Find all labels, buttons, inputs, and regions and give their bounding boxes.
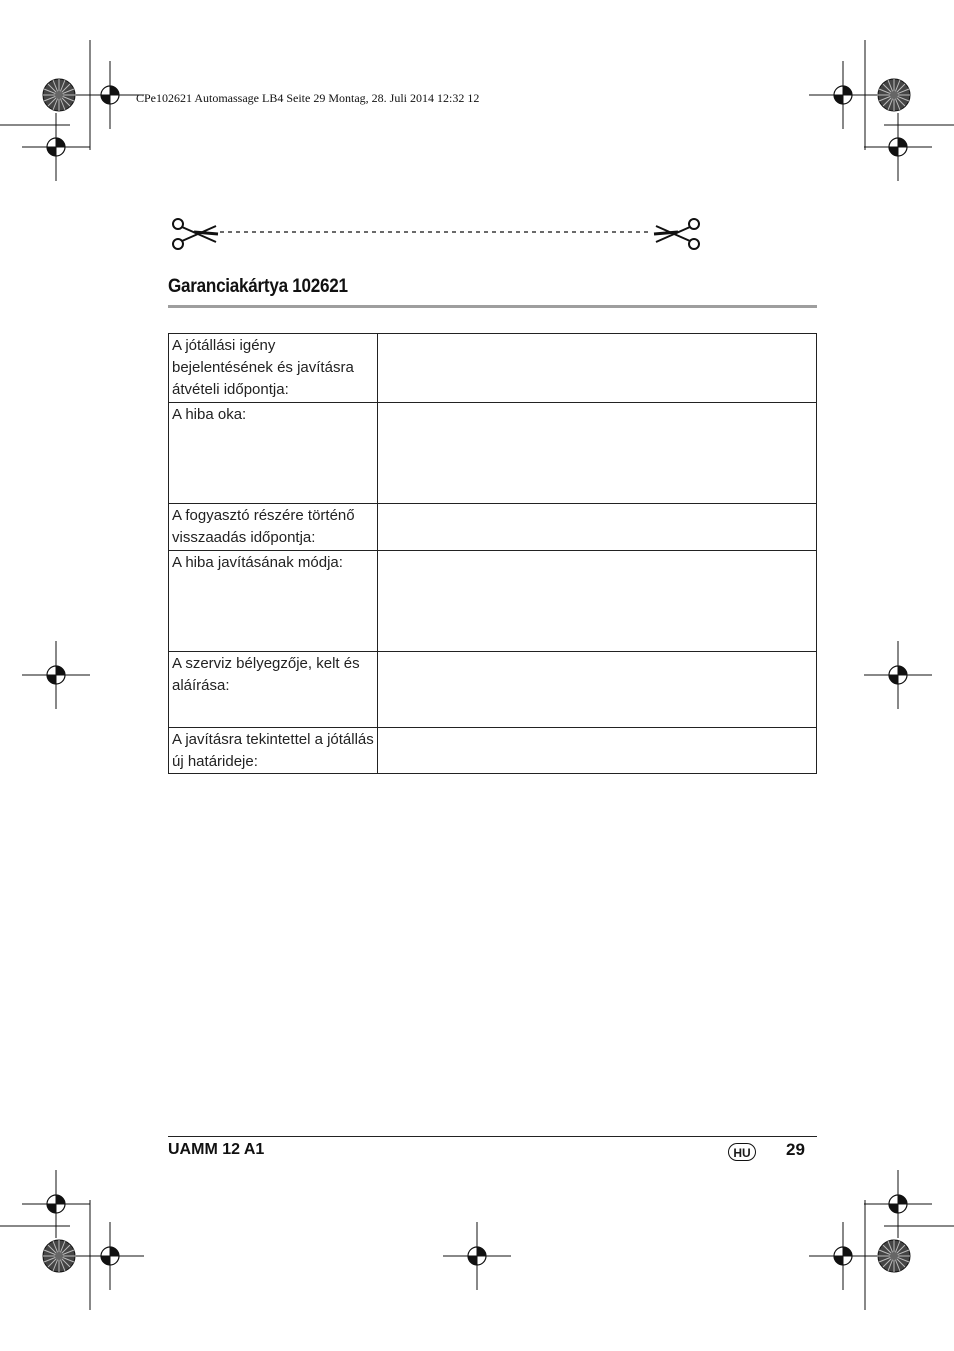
entry-field[interactable] bbox=[378, 652, 817, 728]
page-title: Garanciakártya 102621 bbox=[168, 276, 348, 297]
registration-mark-icon bbox=[22, 1170, 90, 1238]
registration-mark-icon bbox=[443, 1222, 511, 1290]
color-target-icon bbox=[43, 79, 75, 111]
entry-field[interactable] bbox=[378, 334, 817, 403]
table-row bbox=[169, 504, 817, 551]
scissors-icon bbox=[173, 219, 218, 249]
table-row bbox=[169, 403, 817, 504]
title-divider bbox=[168, 305, 817, 308]
page-number: 29 bbox=[786, 1140, 805, 1159]
table-row bbox=[169, 334, 817, 403]
registration-mark-icon bbox=[22, 641, 90, 709]
row-label: A szerviz bélyegzője, kelt és aláírása: bbox=[169, 652, 378, 728]
entry-field[interactable] bbox=[378, 504, 817, 551]
color-target-icon bbox=[878, 1240, 910, 1272]
entry-field[interactable] bbox=[378, 403, 817, 504]
color-target-icon bbox=[43, 1240, 75, 1272]
table-row bbox=[169, 652, 817, 728]
row-label: A hiba oka: bbox=[169, 403, 378, 504]
print-header: CPe102621 Automassage LB4 Seite 29 Montag, 28. Juli 2014 12:32 12 bbox=[136, 91, 480, 105]
row-label: A jótállási igény bejelentésének és javításra átvételi időpontja: bbox=[169, 334, 378, 403]
row-label: A javításra tekintettel a jótállás új határideje: bbox=[169, 728, 378, 774]
country-badge: HU bbox=[728, 1143, 756, 1161]
footer-divider bbox=[168, 1136, 817, 1137]
registration-mark-icon bbox=[22, 113, 90, 181]
cut-line bbox=[168, 214, 704, 258]
table-row bbox=[169, 551, 817, 652]
row-label: A fogyasztó részére történő visszaadás időpontja: bbox=[169, 504, 378, 551]
scissors-icon bbox=[654, 219, 699, 249]
registration-mark-icon bbox=[864, 113, 932, 181]
row-label: A hiba javításának módja: bbox=[169, 551, 378, 652]
entry-field[interactable] bbox=[378, 728, 817, 774]
table-row bbox=[169, 728, 817, 774]
registration-mark-icon bbox=[809, 61, 877, 129]
entry-field[interactable] bbox=[378, 551, 817, 652]
registration-mark-icon bbox=[864, 1170, 932, 1238]
registration-mark-icon bbox=[76, 61, 144, 129]
model-number: UAMM 12 A1 bbox=[168, 1141, 265, 1158]
color-target-icon bbox=[878, 79, 910, 111]
warranty-card-table bbox=[168, 333, 817, 774]
registration-mark-icon bbox=[809, 1222, 877, 1290]
registration-mark-icon bbox=[76, 1222, 144, 1290]
registration-mark-icon bbox=[864, 641, 932, 709]
